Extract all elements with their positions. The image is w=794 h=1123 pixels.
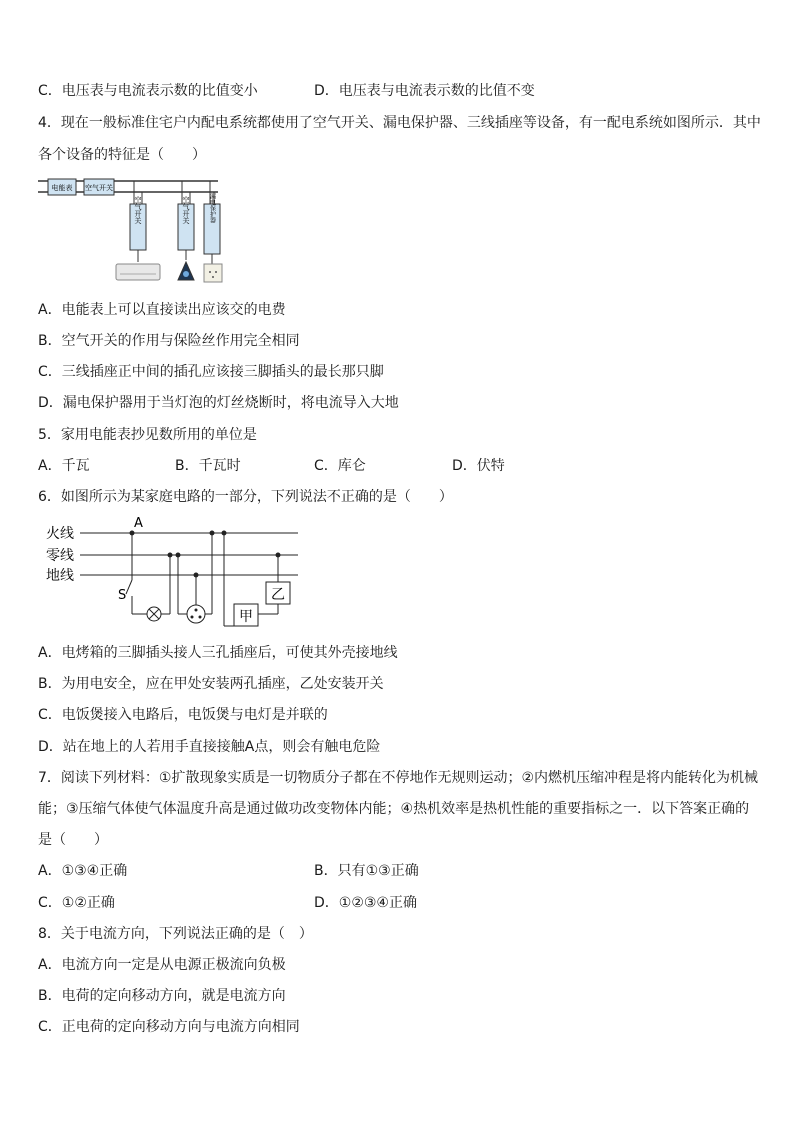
q4-main-switch-label: 空气开关 [85, 184, 113, 192]
q6-switch-s-label: S [118, 588, 127, 603]
q4-air-conditioner [116, 264, 160, 280]
q4-option-a: A．电能表上可以直接读出应该交的电费 [38, 302, 286, 318]
q4-option-b: B．空气开关的作用与保险丝作用完全相同 [38, 333, 300, 349]
q6-box-jia-label: 甲 [239, 609, 253, 625]
q6-neutral-wire-label: 零线 [46, 548, 74, 564]
q4-branch-label-2: 空气开关 [182, 196, 190, 224]
q3-option-c: C．电压表与电流表示数的比值变小 [38, 83, 258, 99]
q5-option-a: A．千瓦 [38, 458, 90, 474]
q8-stem: 8．关于电流方向，下列说法正确的是（ ） [38, 926, 313, 942]
q6-point-a-label: A [134, 516, 143, 531]
q4-distribution-figure [38, 170, 228, 290]
q4-stem-line1: 4．现在一般标准住宅户内配电系统都使用了空气开关、漏电保护器、三线插座等设备，有一配电系统如图所示．其中 [38, 115, 761, 131]
q6-option-c: C．电饭煲接入电路后，电饭煲与电灯是并联的 [38, 707, 328, 723]
q6-ground-wire-label: 地线 [46, 568, 74, 584]
q5-option-c: C．库仑 [314, 458, 366, 474]
q7-option-b: B．只有①③正确 [314, 863, 419, 879]
q6-option-a: A．电烤箱的三脚插头接人三孔插座后，可使其外壳接地线 [38, 645, 398, 661]
q5-option-d: D．伏特 [452, 458, 505, 474]
q4-stem-line2: 各个设备的特征是（ ） [38, 147, 206, 163]
q3-option-d: D．电压表与电流表示数的比值不变 [314, 83, 535, 99]
q6-option-b: B．为用电安全，应在甲处安装两孔插座，乙处安装开关 [38, 676, 384, 692]
q4-branch-label-3: 漏电保护器 [208, 193, 216, 223]
q5-option-b: B．千瓦时 [175, 458, 241, 474]
q6-live-wire-label: 火线 [46, 526, 74, 542]
q6-three-hole-socket [187, 605, 205, 623]
q6-circuit-figure [46, 514, 316, 634]
q4-meter-label: 电能表 [51, 184, 73, 192]
q7-option-d: D．①②③④正确 [314, 895, 417, 911]
q7-option-a: A．①③④正确 [38, 863, 128, 879]
q6-stem: 6．如图所示为某家庭电路的一部分，下列说法不正确的是（ ） [38, 489, 453, 505]
q5-stem: 5．家用电能表抄见数所用的单位是 [38, 427, 257, 443]
q8-option-c: C．正电荷的定向移动方向与电流方向相同 [38, 1019, 300, 1035]
q8-option-a: A．电流方向一定是从电源正极流向负极 [38, 957, 286, 973]
q7-stem-line2: 能；③压缩气体使气体温度升高是通过做功改变物体内能；④热机效率是热机性能的重要指标之一．以下答案正确的 [38, 801, 750, 817]
q8-option-b: B．电荷的定向移动方向，就是电流方向 [38, 988, 286, 1004]
q6-option-d: D．站在地上的人若用手直接接触A点，则会有触电危险 [38, 739, 381, 755]
q6-switch-s [126, 580, 132, 594]
q4-socket [204, 264, 222, 282]
q4-branch-label-1: 空气开关 [134, 196, 142, 224]
q7-stem-line3: 是（ ） [38, 832, 108, 848]
q4-option-c: C．三线插座正中间的插孔应该接三脚插头的最长那只脚 [38, 364, 384, 380]
q7-option-c: C．①②正确 [38, 895, 115, 911]
q6-box-yi-label: 乙 [271, 587, 285, 603]
q7-stem-line1: 7．阅读下列材料：①扩散现象实质是一切物质分子都在不停地作无规则运动；②内燃机压缩冲程是将内能转化为机械 [38, 770, 759, 786]
q4-option-d: D．漏电保护器用于当灯泡的灯丝烧断时，将电流导入大地 [38, 395, 399, 411]
